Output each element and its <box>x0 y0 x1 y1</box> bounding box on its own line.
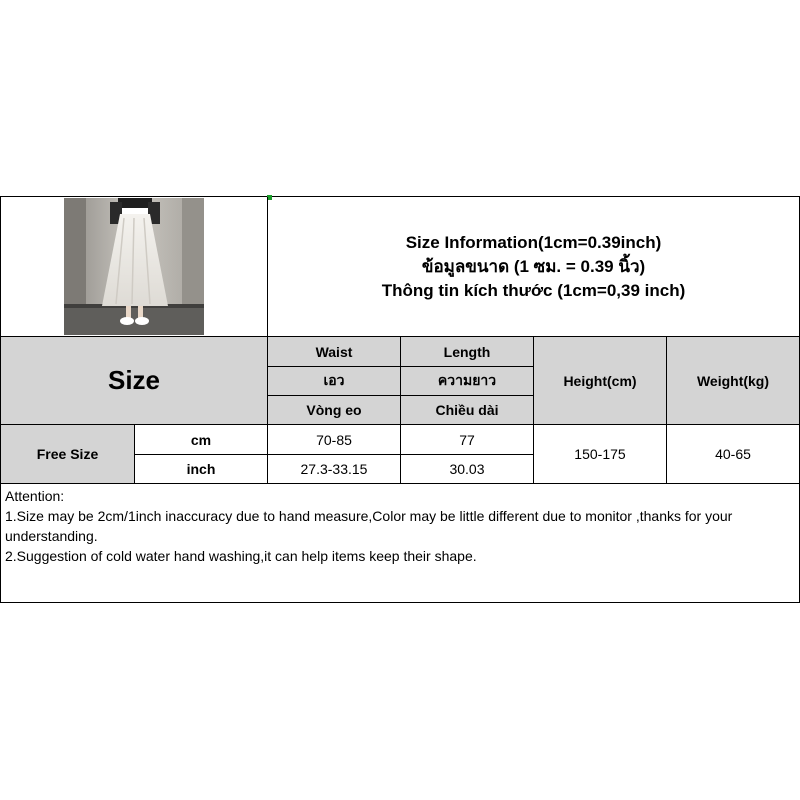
skirt-model-image <box>64 198 204 335</box>
unit-cm: cm <box>134 424 267 454</box>
length-header-vi: Chiều dài <box>400 395 533 424</box>
skirt-model-photo <box>64 198 204 335</box>
weight-header: Weight(kg) <box>666 336 799 424</box>
height-value: 150-175 <box>533 424 666 483</box>
title-thai: ข้อมูลขนาด (1 ซม. = 0.39 นิ้ว) <box>421 256 646 276</box>
weight-value: 40-65 <box>666 424 799 483</box>
attention-note-2: 2.Suggestion of cold water hand washing,it can help items keep their shape. <box>5 548 477 564</box>
attention-heading: Attention: <box>5 488 65 504</box>
waist-header-th: เอว <box>267 366 400 395</box>
waist-header-en: Waist <box>267 336 400 366</box>
size-chart <box>0 196 800 603</box>
title-vietnamese: Thông tin kích thước (1cm=0,39 inch) <box>381 280 686 300</box>
length-header-en: Length <box>400 336 533 366</box>
waist-cm-value: 70-85 <box>267 424 400 454</box>
height-header: Height(cm) <box>533 336 666 424</box>
length-cm-value: 77 <box>400 424 533 454</box>
length-inch-value: 30.03 <box>400 454 533 483</box>
length-header-th: ความยาว <box>400 366 533 395</box>
unit-inch: inch <box>134 454 267 483</box>
product-photo-cell <box>1 197 267 336</box>
size-information-title <box>267 197 799 336</box>
size-header: Size <box>1 336 267 424</box>
waist-inch-value: 27.3-33.15 <box>267 454 400 483</box>
waist-header-vi: Vòng eo <box>267 395 400 424</box>
attention-note-1: 1.Size may be 2cm/1inch inaccuracy due to hand measure,Color may be little different due to monitor ,thanks for your understanding. <box>5 508 733 544</box>
attention-notes <box>1 483 799 602</box>
free-size-label: Free Size <box>1 424 134 483</box>
title-english: Size Information(1cm=0.39inch) <box>405 232 662 252</box>
